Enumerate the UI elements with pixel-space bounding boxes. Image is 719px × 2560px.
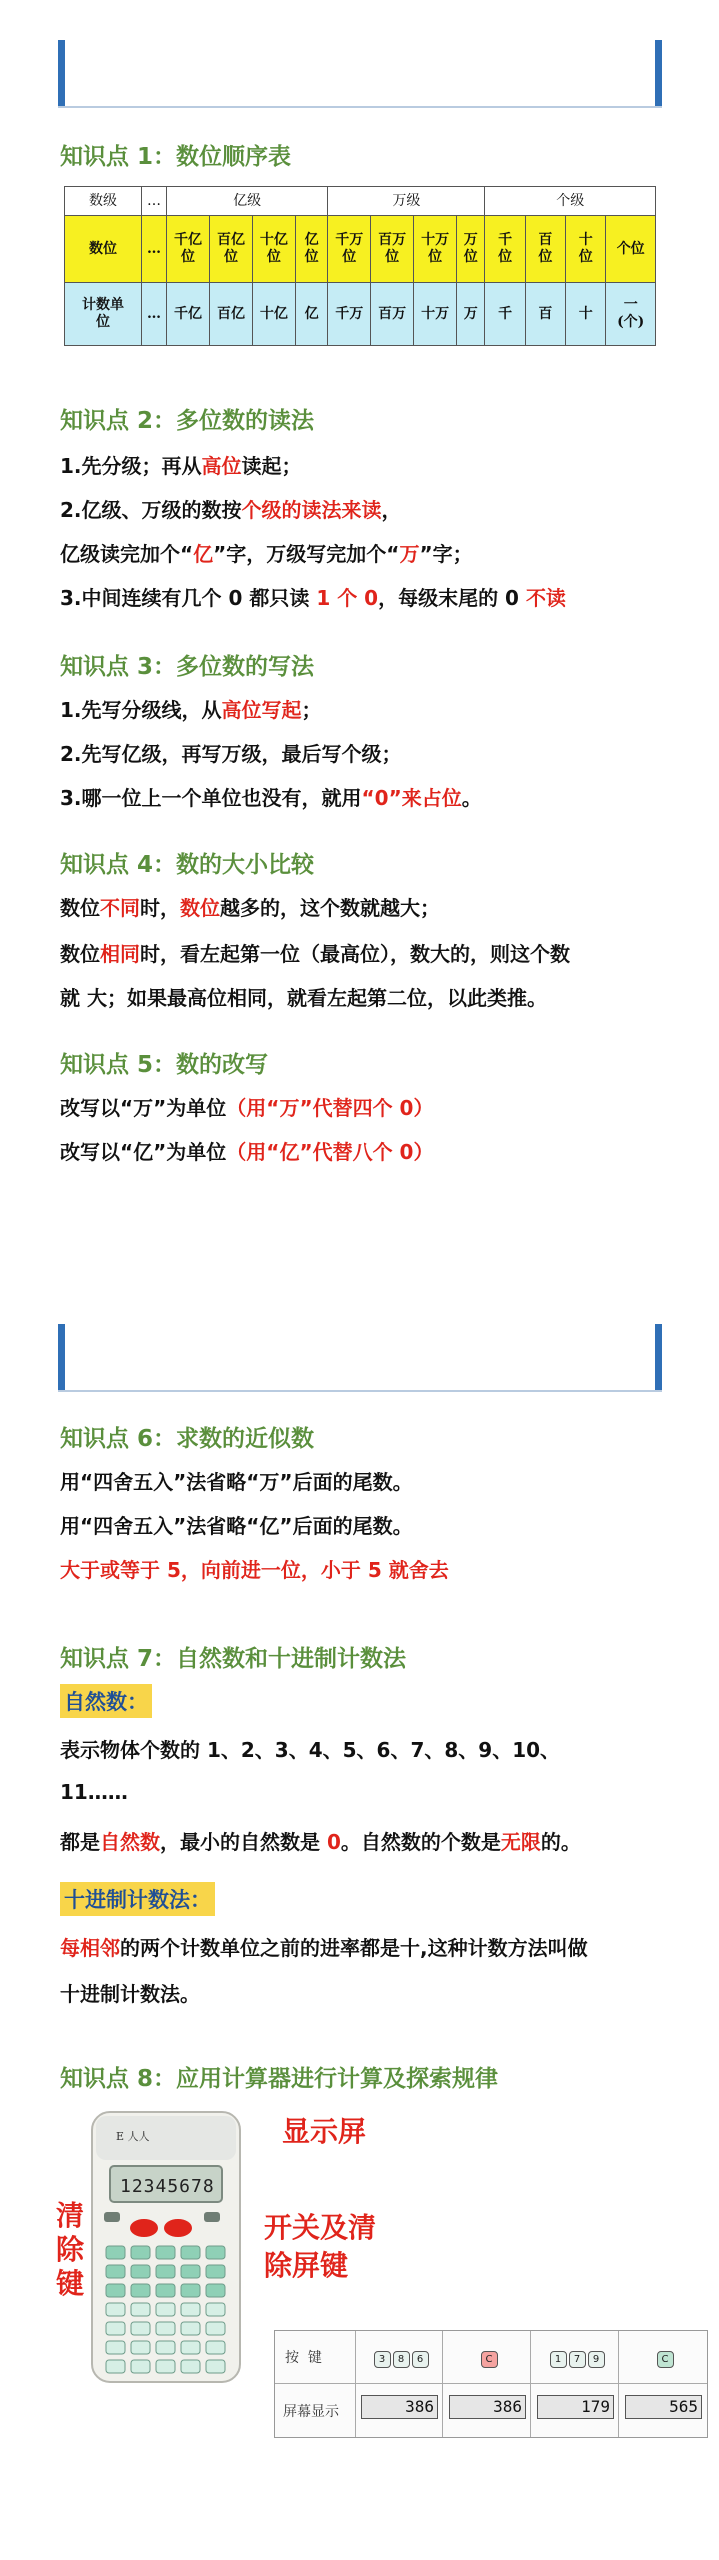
table-cell: 亿级 [167,187,328,216]
calculator-key [206,2265,225,2278]
calculator-key [206,2303,225,2316]
table-cell: 百 [525,283,565,346]
calculator-key [156,2360,175,2373]
kp6-line-2: 用“四舍五入”法省略“亿”后面的尾数。 [60,1514,413,1538]
screen-value-3: 179 [537,2395,614,2419]
calculator-key [106,2322,125,2335]
table-cell: 万位 [457,216,485,283]
label-display-screen: 显示屏 [282,2115,367,2148]
kp7-line-1: 表示物体个数的 1、2、3、4、5、6、7、8、9、10、 [60,1738,561,1762]
screen-value-2: 386 [449,2395,526,2419]
kp2-line-2: 2.亿级、万级的数按个级的读法来读， [60,498,402,522]
kp2-line-3: 亿级读完加个“亿”字，万级写完加个“万”字； [60,542,473,566]
header-bar-left [58,1324,65,1392]
table-cell: 十 [566,283,606,346]
calculator-key [156,2265,175,2278]
table-cell: 千亿位 [167,216,210,283]
table-cell: 十亿 [252,283,295,346]
kp3-line-1: 1.先写分级线，从高位写起； [60,698,322,722]
table-cell: 十位 [566,216,606,283]
key-group-1 [361,2347,441,2368]
kp3-line-2: 2.先写亿级，再写万级，最后写个级； [60,742,402,766]
table-cell: 千亿 [167,283,210,346]
calculator-key [206,2322,225,2335]
calculator-key [131,2284,150,2297]
kp7-line-4: 每相邻的两个计数单位之前的进率都是十,这种计数方法叫做 [60,1936,588,1960]
kp2-line-1: 1.先分级；再从高位读起； [60,454,302,478]
table-cell: … [142,283,167,346]
table-cell: 个级 [485,187,656,216]
header-bar-left [58,40,65,108]
calculator-key [106,2265,125,2278]
calc-key: C [481,2351,498,2368]
table-cell: 万 [457,283,485,346]
table-cell: 个位 [606,216,656,283]
kp6-line-1: 用“四舍五入”法省略“万”后面的尾数。 [60,1470,413,1494]
header-bar-right [655,1324,662,1392]
section-header-1 [58,40,662,108]
table-cell: 千万 [328,283,371,346]
kp7-tag-natural: 自然数： [60,1684,152,1718]
calculator-key [156,2322,175,2335]
calculator-key [206,2360,225,2373]
calculator-key [106,2246,125,2259]
calculator-key [206,2284,225,2297]
calculator-key [106,2341,125,2354]
header-underline [58,106,662,108]
table-cell: 亿 [295,283,327,346]
kp3-title: 知识点 3：多位数的写法 [60,654,315,680]
calculator-key [106,2284,125,2297]
calculator-key [106,2360,125,2373]
kp7-tag-decimal: 十进制计数法： [60,1882,215,1916]
calculator-keypad [106,2246,225,2373]
calculator-key [156,2341,175,2354]
kp7-line-2: 11…… [60,1780,128,1804]
calculator-key [181,2246,200,2259]
table-cell: 亿位 [295,216,327,283]
key-group-3 [537,2347,617,2368]
header-underline [58,1390,662,1392]
kp8-title: 知识点 8：应用计算器进行计算及探索规律 [60,2066,499,2092]
calculator-key [181,2265,200,2278]
table-cell: 计数单位 [65,283,142,346]
calculator-key [156,2284,175,2297]
label-clear-2: 除 [56,2233,85,2266]
section-header-2 [58,1324,662,1392]
calculator-key [131,2322,150,2335]
table-cell: 十万 [414,283,457,346]
kp3-line-3: 3.哪一位上一个单位也没有，就用“0”来占位。 [60,786,482,810]
screen-value-1: 386 [361,2395,438,2419]
kp1-title: 知识点 1：数位顺序表 [60,144,292,170]
calculator-key [131,2303,150,2316]
label-power-2: 除屏键 [264,2249,349,2282]
table-cell: 万级 [328,187,485,216]
calc-key: 7 [569,2351,586,2368]
calculator-key [131,2360,150,2373]
calc-key: 1 [550,2351,567,2368]
table-cell: 百亿位 [209,216,252,283]
calc-key: C [657,2351,674,2368]
place-value-table [64,186,656,346]
table-cell: 百万位 [371,216,414,283]
kp7-line-3: 都是自然数，最小的自然数是 0。自然数的个数是无限的。 [60,1830,581,1854]
screen-value-4: 565 [625,2395,702,2419]
label-clear-3: 键 [56,2267,85,2300]
table-cell: 千万位 [328,216,371,283]
kp4-line-1: 数位不同时，数位越多的，这个数就越大； [60,896,440,920]
kp4-title: 知识点 4：数的大小比较 [60,852,315,878]
table-cell: 数位 [65,216,142,283]
calculator-key [156,2303,175,2316]
kp2-line-4: 3.中间连续有几个 0 都只读 1 个 0，每级末尾的 0 不读 [60,586,566,610]
kp6-title: 知识点 6：求数的近似数 [60,1426,315,1452]
calculator-key [181,2303,200,2316]
table-cell: … [142,187,167,216]
calculator-key [131,2265,150,2278]
table-cell: 百位 [525,216,565,283]
screen-header: 屏幕显示 [283,2404,339,2420]
key-sequence-table [274,2330,708,2438]
calculator-key [181,2360,200,2373]
calc-key: 3 [374,2351,391,2368]
label-clear-1: 清 [56,2199,85,2232]
calculator-key [131,2341,150,2354]
kp5-line-2: 改写以“亿”为单位（用“亿”代替八个 0） [60,1140,434,1164]
calculator-key [106,2303,125,2316]
calculator-key [181,2341,200,2354]
kp7-line-5: 十进制计数法。 [60,1982,200,2006]
kp6-line-3: 大于或等于 5，向前进一位，小于 5 就舍去 [60,1558,449,1582]
table-cell: 百亿 [209,283,252,346]
calc-key: 9 [588,2351,605,2368]
calc-key: 6 [412,2351,429,2368]
key-group-4 [625,2347,705,2368]
table-cell: 十万位 [414,216,457,283]
table-cell: 千 [485,283,525,346]
table-cell: 百万 [371,283,414,346]
header-bar-right [655,40,662,108]
calculator-key [156,2246,175,2259]
label-power-1: 开关及清 [264,2211,377,2244]
kp2-title: 知识点 2：多位数的读法 [60,408,315,434]
table-cell: 千位 [485,216,525,283]
calculator-key [131,2246,150,2259]
table-cell: 数级 [65,187,142,216]
kp7-title: 知识点 7：自然数和十进制计数法 [60,1646,407,1672]
kp4-line-2: 数位相同时，看左起第一位（最高位），数大的，则这个数 [60,942,570,966]
kp4-line-3: 就 大；如果最高位相同，就看左起第二位，以此类推。 [60,986,547,1010]
calculator-key [206,2341,225,2354]
key-group-2 [449,2347,529,2368]
calc-key: 8 [393,2351,410,2368]
table-cell: … [142,216,167,283]
kp5-title: 知识点 5：数的改写 [60,1052,269,1078]
table-cell: 十亿位 [252,216,295,283]
calculator-key [206,2246,225,2259]
keys-header: 按 键 [285,2350,322,2366]
calculator-key [181,2322,200,2335]
calculator-display-value: 12345678 [120,2176,215,2197]
calculator-key [181,2284,200,2297]
svg-text:E 人人: E 人人 [116,2130,150,2143]
table-cell: 一(个) [606,283,656,346]
kp5-line-1: 改写以“万”为单位（用“万”代替四个 0） [60,1096,434,1120]
